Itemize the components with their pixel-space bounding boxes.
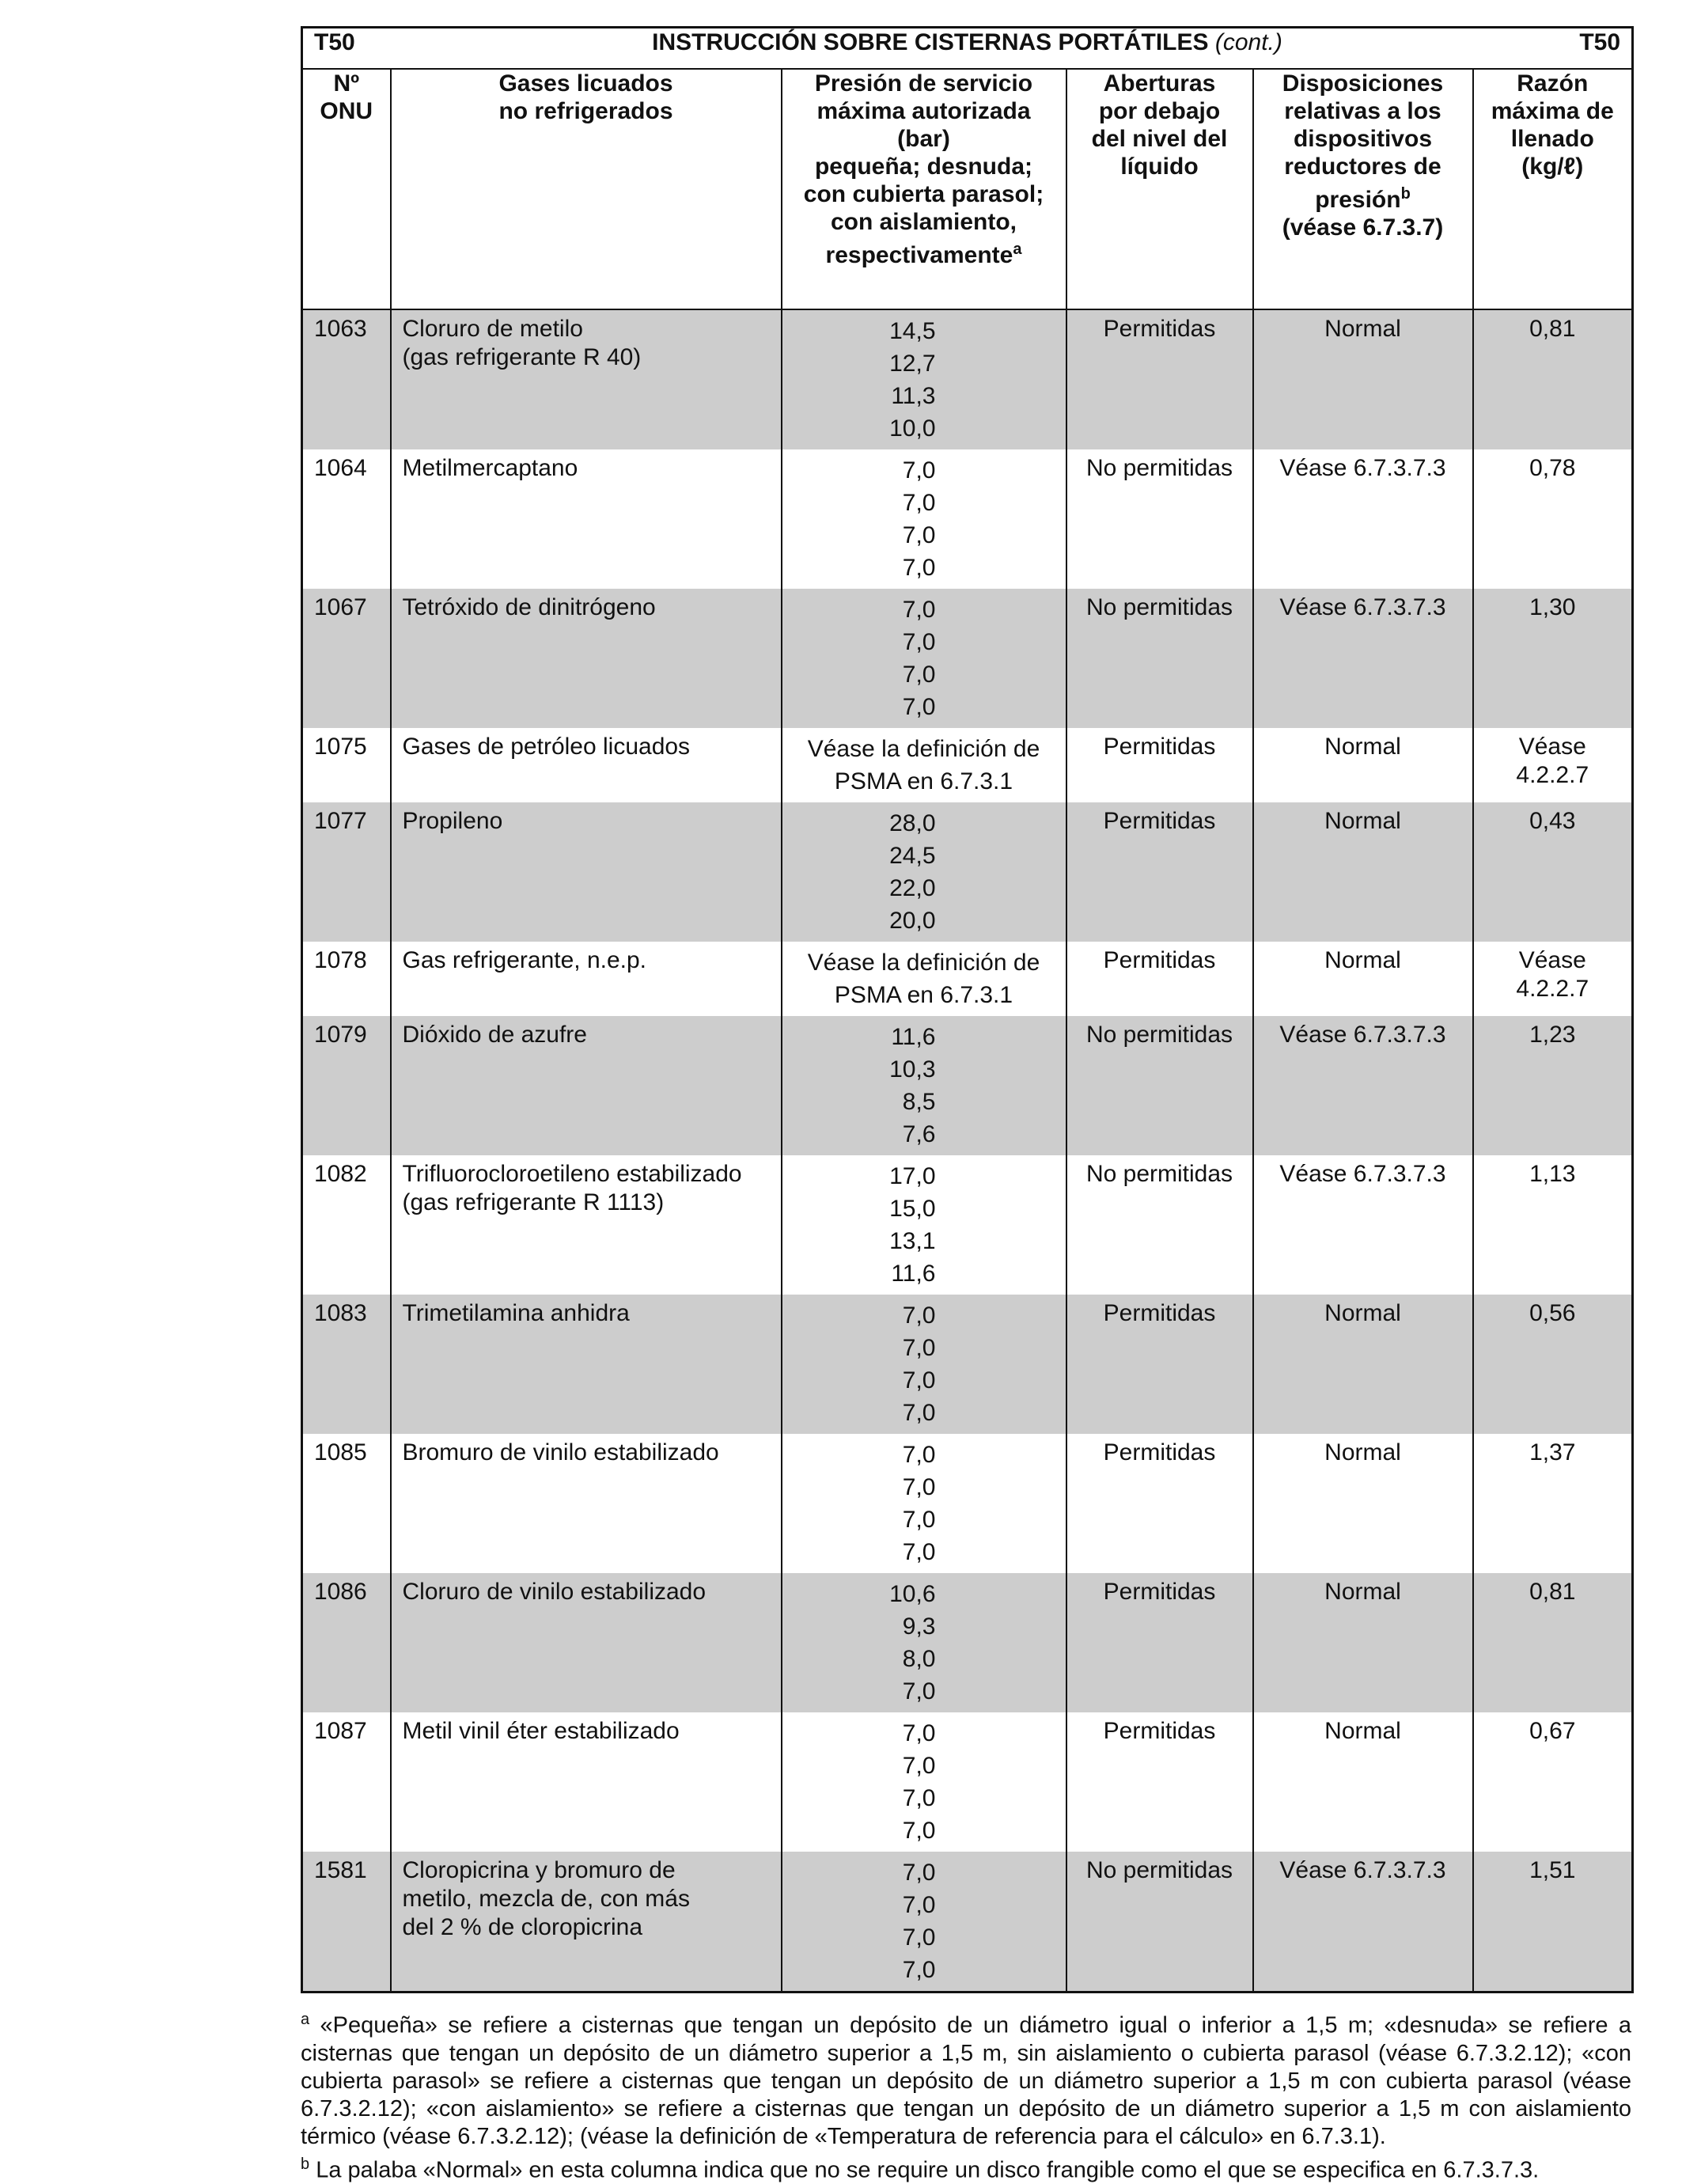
pressure-value: 7,0 <box>902 1957 936 1983</box>
header-name-line: Gases licuados <box>498 70 673 97</box>
pressure-value: 7,0 <box>902 457 936 483</box>
code-left: T50 <box>314 29 355 55</box>
pressure-value: 22,0 <box>889 875 936 901</box>
table-row <box>302 728 1633 802</box>
ratio-line: 4.2.2.7 <box>1516 976 1589 1002</box>
pressure-value: 7,0 <box>902 490 936 516</box>
cell-pressure <box>782 942 1066 1016</box>
cell-name <box>391 309 782 449</box>
cell-openings: Permitidas <box>1066 1295 1253 1434</box>
cell-openings: Permitidas <box>1066 728 1253 802</box>
ratio-line: 0,56 <box>1529 1300 1576 1326</box>
cell-devices: Normal <box>1253 1712 1473 1852</box>
name-line: Metilmercaptano <box>402 455 578 481</box>
pressure-text: PSMA en 6.7.3.1 <box>834 768 1013 794</box>
name-line: Gases de petróleo licuados <box>402 734 691 760</box>
ratio-line: 1,13 <box>1529 1161 1576 1187</box>
header-onu <box>302 69 391 309</box>
header-pressure-line: respectivamente$^a$ <box>825 241 1022 268</box>
cell-name <box>391 1712 782 1852</box>
pressure-value: 11,3 <box>891 383 936 409</box>
cell-openings: No permitidas <box>1066 449 1253 589</box>
cell-onu: 1077 <box>302 802 391 942</box>
pressure-value: 7,0 <box>902 1367 936 1393</box>
cell-name <box>391 1155 782 1295</box>
cell-onu: 1082 <box>302 1155 391 1295</box>
cell-onu: 1087 <box>302 1712 391 1852</box>
name-line: del 2 % de cloropicrina <box>402 1914 643 1940</box>
pressure-value: 7,0 <box>902 1507 936 1533</box>
title-suffix: (cont.) <box>1214 29 1282 55</box>
footnote-ref-b: b <box>1400 185 1411 203</box>
ratio-line: 1,51 <box>1529 1857 1576 1883</box>
table-row <box>302 449 1633 589</box>
cell-ratio <box>1473 942 1633 1016</box>
cell-onu: 1086 <box>302 1573 391 1712</box>
pressure-value: 7,0 <box>902 1720 936 1746</box>
header-openings <box>1066 69 1253 309</box>
pressure-value: 7,0 <box>902 1753 936 1779</box>
cell-devices: Normal <box>1253 1434 1473 1573</box>
name-line: Propileno <box>402 808 503 834</box>
footnotes <box>301 2006 1631 2184</box>
table-row <box>302 1155 1633 1295</box>
cell-pressure <box>782 589 1066 728</box>
header-ratio-line: llenado <box>1510 126 1594 152</box>
pressure-value: 10,3 <box>889 1056 936 1083</box>
header-pressure-line: pequeña; desnuda; <box>814 154 1033 180</box>
table-row <box>302 1852 1633 1993</box>
pressure-value: 9,3 <box>902 1613 936 1640</box>
column-header-row <box>302 69 1633 309</box>
pressure-value: 7,0 <box>902 629 936 655</box>
ratio-line: 4.2.2.7 <box>1516 762 1589 788</box>
cell-pressure <box>782 309 1066 449</box>
cell-name <box>391 802 782 942</box>
cell-onu: 1079 <box>302 1016 391 1155</box>
pressure-value: 7,0 <box>902 555 936 581</box>
header-openings-line: por debajo <box>1098 98 1221 124</box>
header-ratio <box>1473 69 1633 309</box>
cell-devices: Normal <box>1253 942 1473 1016</box>
pressure-value: 10,0 <box>889 415 936 442</box>
cell-devices: Normal <box>1253 728 1473 802</box>
cell-pressure <box>782 449 1066 589</box>
cell-onu: 1063 <box>302 309 391 449</box>
cell-ratio <box>1473 728 1633 802</box>
header-ratio-line: máxima de <box>1491 98 1614 124</box>
cell-name <box>391 449 782 589</box>
cell-ratio <box>1473 1295 1633 1434</box>
cell-pressure <box>782 728 1066 802</box>
cell-name <box>391 1295 782 1434</box>
table-row <box>302 942 1633 1016</box>
pressure-value: 20,0 <box>889 908 936 934</box>
cell-openings: No permitidas <box>1066 589 1253 728</box>
pressure-value: 7,0 <box>902 1924 936 1951</box>
cell-devices: Normal <box>1253 309 1473 449</box>
cell-onu: 1064 <box>302 449 391 589</box>
name-line: Cloropicrina y bromuro de <box>402 1857 676 1883</box>
cell-pressure <box>782 1852 1066 1993</box>
table-row <box>302 1573 1633 1712</box>
cell-ratio <box>1473 589 1633 728</box>
cell-openings: No permitidas <box>1066 1016 1253 1155</box>
pressure-value: 7,0 <box>902 1442 936 1468</box>
name-line: (gas refrigerante R 40) <box>402 344 642 370</box>
cell-name <box>391 589 782 728</box>
cell-ratio <box>1473 1434 1633 1573</box>
ratio-line: Véase <box>1518 734 1586 760</box>
header-onu-line: ONU <box>320 98 373 124</box>
cell-pressure <box>782 1434 1066 1573</box>
ratio-line: 0,43 <box>1529 808 1576 834</box>
ratio-line: Véase <box>1518 947 1586 973</box>
document-page <box>301 26 1631 2184</box>
ratio-line: 0,78 <box>1529 455 1576 481</box>
cell-openings: Permitidas <box>1066 1712 1253 1852</box>
header-openings-line: del nivel del <box>1091 126 1228 152</box>
name-line: Tetróxido de dinitrógeno <box>402 594 656 620</box>
ratio-line: 1,37 <box>1529 1439 1576 1465</box>
pressure-value: 8,0 <box>902 1646 936 1672</box>
header-name-line: no refrigerados <box>498 98 673 124</box>
header-devices-line: presión$^b$ <box>1315 185 1411 213</box>
pressure-value: 7,0 <box>902 1474 936 1500</box>
cell-name <box>391 1852 782 1993</box>
name-line: (gas refrigerante R 1113) <box>402 1189 665 1215</box>
footnote-b: $^b$ La palaba «Normal» en esta columna indica que no se require un disco frangible como el que se especifica en 6.7.3.7.3. <box>301 2155 1540 2183</box>
table-row <box>302 309 1633 449</box>
cell-pressure <box>782 1295 1066 1434</box>
header-ratio-line: (kg/ℓ) <box>1521 154 1584 180</box>
pressure-value: 12,7 <box>889 351 936 377</box>
cell-openings: Permitidas <box>1066 1434 1253 1573</box>
header-pressure-line: máxima autorizada <box>816 98 1031 124</box>
pressure-value: 8,5 <box>902 1089 936 1115</box>
cell-ratio <box>1473 1852 1633 1993</box>
header-pressure-line: con cubierta parasol; <box>803 181 1044 207</box>
header-pressure-line: Presión de servicio <box>814 70 1033 97</box>
pressure-value: 7,0 <box>902 1785 936 1811</box>
name-line: Cloruro de vinilo estabilizado <box>402 1579 707 1605</box>
pressure-value: 7,0 <box>902 1302 936 1329</box>
header-devices-line: dispositivos <box>1293 126 1433 152</box>
header-devices-line: relativas a los <box>1284 98 1441 124</box>
header-openings-line: líquido <box>1120 154 1199 180</box>
pressure-value: 13,1 <box>889 1228 936 1254</box>
table-title: INSTRUCCIÓN SOBRE CISTERNAS PORTÁTILES (cont.) <box>652 29 1282 55</box>
pressure-value: 11,6 <box>891 1261 936 1287</box>
cell-pressure <box>782 1016 1066 1155</box>
pressure-value: 7,0 <box>902 597 936 623</box>
pressure-value: 7,0 <box>902 1678 936 1704</box>
cell-devices: Véase 6.7.3.7.3 <box>1253 1016 1473 1155</box>
header-name <box>391 69 782 309</box>
pressure-value: 10,6 <box>889 1581 936 1607</box>
name-line: Gas refrigerante, n.e.p. <box>402 947 646 973</box>
pressure-text: Véase la definición de <box>807 736 1040 762</box>
header-pressure-line: con aislamiento, <box>830 209 1017 235</box>
table-row <box>302 1016 1633 1155</box>
cell-ratio <box>1473 449 1633 589</box>
code-right: T50 <box>1579 29 1621 55</box>
header-devices-line: reductores de <box>1284 154 1441 180</box>
cell-pressure <box>782 1155 1066 1295</box>
cell-onu: 1083 <box>302 1295 391 1434</box>
pressure-value: 7,0 <box>902 1539 936 1565</box>
cell-onu: 1085 <box>302 1434 391 1573</box>
cell-ratio <box>1473 1573 1633 1712</box>
cell-devices: Véase 6.7.3.7.3 <box>1253 1852 1473 1993</box>
ratio-line: 0,67 <box>1529 1718 1576 1744</box>
header-pressure <box>782 69 1066 309</box>
table-row <box>302 802 1633 942</box>
cell-devices: Véase 6.7.3.7.3 <box>1253 1155 1473 1295</box>
cell-openings: Permitidas <box>1066 1573 1253 1712</box>
cell-pressure <box>782 802 1066 942</box>
name-line: Bromuro de vinilo estabilizado <box>402 1439 719 1465</box>
name-line: Trimetilamina anhidra <box>402 1300 630 1326</box>
ratio-line: 1,23 <box>1529 1022 1576 1048</box>
header-ratio-line: Razón <box>1517 70 1589 97</box>
header-openings-line: Aberturas <box>1103 70 1216 97</box>
name-line: Cloruro de metilo <box>402 316 583 342</box>
header-pressure-line: (bar) <box>897 126 950 152</box>
ratio-line: 1,30 <box>1529 594 1576 620</box>
header-onu-line: Nº <box>333 70 360 97</box>
pressure-value: 7,6 <box>902 1121 936 1147</box>
cell-onu: 1078 <box>302 942 391 1016</box>
cell-name <box>391 728 782 802</box>
cell-openings: Permitidas <box>1066 309 1253 449</box>
pressure-value: 7,0 <box>902 522 936 548</box>
cell-devices: Véase 6.7.3.7.3 <box>1253 589 1473 728</box>
cell-openings: No permitidas <box>1066 1852 1253 1993</box>
pressure-value: 7,0 <box>902 1892 936 1918</box>
title-row <box>302 28 1633 70</box>
pressure-value: 24,5 <box>889 843 936 869</box>
pressure-value: 28,0 <box>889 810 936 836</box>
cell-devices: Normal <box>1253 802 1473 942</box>
cell-pressure <box>782 1573 1066 1712</box>
footnote-a: $^a$ «Pequeña» se refiere a cisternas que tengan un depósito de un diámetro igual o inferior a 1,5 m; «desnuda» se refiere a cisternas que tengan un depósito de un diámetro superior a 1,5 m, sin aislamiento o cubierta parasol (véase 6.7.3.2.12); «con cubierta parasol» se refiere a cisternas que tengan un depósito de un diámetro superior a 1,5 m con cubierta parasol (véase 6.7.3.2.12); «con aislamiento» se refiere a cisternas que tengan un depósito de un diámetro superior a 1,5 m con aislamiento térmico (véase 6.7.3.2.12); (véase la definición de «Temperatura de referencia para el cálculo» en 6.7.3.1). <box>301 2011 1632 2149</box>
cell-onu: 1075 <box>302 728 391 802</box>
cell-onu: 1067 <box>302 589 391 728</box>
pressure-value: 7,0 <box>902 662 936 688</box>
name-line: Trifluorocloroetileno estabilizado <box>402 1161 742 1187</box>
header-devices-line: Disposiciones <box>1282 70 1444 97</box>
pressure-value: 11,6 <box>891 1024 936 1050</box>
cell-openings: Permitidas <box>1066 942 1253 1016</box>
cell-devices: Véase 6.7.3.7.3 <box>1253 449 1473 589</box>
cell-ratio <box>1473 802 1633 942</box>
pressure-value: 7,0 <box>902 1400 936 1426</box>
pressure-value: 7,0 <box>902 1335 936 1361</box>
cell-ratio <box>1473 1155 1633 1295</box>
t50-table <box>301 26 1634 1993</box>
ratio-line: 0,81 <box>1529 316 1576 342</box>
pressure-value: 14,5 <box>889 318 936 344</box>
table-row <box>302 1295 1633 1434</box>
cell-name <box>391 942 782 1016</box>
cell-openings: No permitidas <box>1066 1155 1253 1295</box>
pressure-value: 17,0 <box>889 1163 936 1189</box>
cell-name <box>391 1573 782 1712</box>
name-line: Dióxido de azufre <box>402 1022 587 1048</box>
table-row <box>302 589 1633 728</box>
header-devices <box>1253 69 1473 309</box>
pressure-text: Véase la definición de <box>807 950 1040 976</box>
ratio-line: 0,81 <box>1529 1579 1576 1605</box>
cell-name <box>391 1016 782 1155</box>
pressure-value: 7,0 <box>902 1860 936 1886</box>
name-line: metilo, mezcla de, con más <box>402 1886 690 1912</box>
cell-openings: Permitidas <box>1066 802 1253 942</box>
pressure-value: 7,0 <box>902 694 936 720</box>
header-devices-line: (véase 6.7.3.7) <box>1282 214 1444 241</box>
table-row <box>302 1434 1633 1573</box>
table-row <box>302 1712 1633 1852</box>
cell-ratio <box>1473 1712 1633 1852</box>
cell-devices: Normal <box>1253 1295 1473 1434</box>
cell-devices: Normal <box>1253 1573 1473 1712</box>
name-line: Metil vinil éter estabilizado <box>402 1718 680 1744</box>
cell-pressure <box>782 1712 1066 1852</box>
cell-ratio <box>1473 309 1633 449</box>
cell-onu: 1581 <box>302 1852 391 1993</box>
pressure-value: 15,0 <box>889 1196 936 1222</box>
pressure-value: 7,0 <box>902 1818 936 1844</box>
cell-ratio <box>1473 1016 1633 1155</box>
cell-name <box>391 1434 782 1573</box>
pressure-text: PSMA en 6.7.3.1 <box>834 982 1013 1008</box>
footnote-ref-a: a <box>1013 241 1022 258</box>
